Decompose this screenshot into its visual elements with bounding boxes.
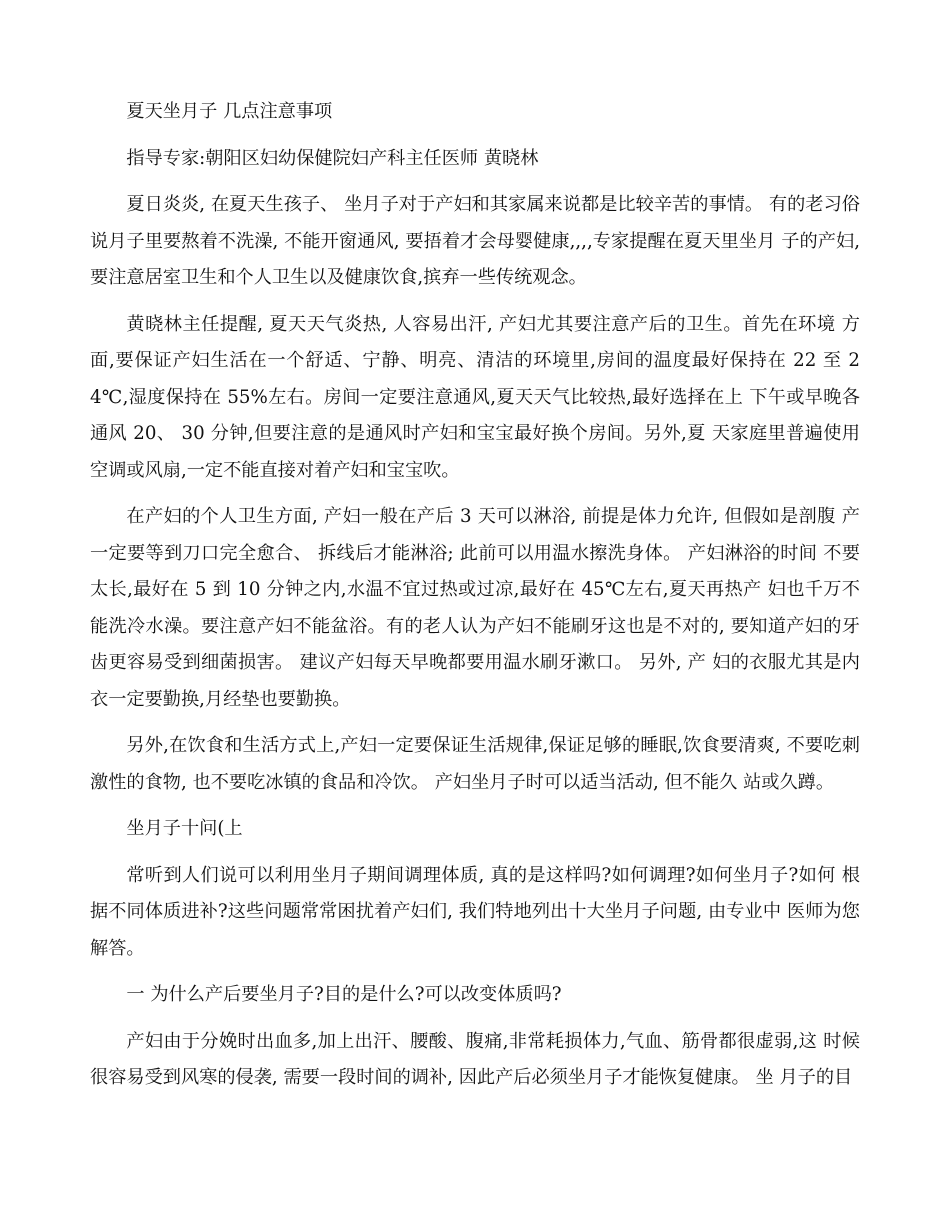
- question-one-heading: 一 为什么产后要坐月子?目的是什么?可以改变体质吗?: [126, 984, 562, 1005]
- paragraph-environment: 黄晓林主任提醒, 夏天天气炎热, 人容易出汗, 产妇尤其要注意产后的卫生。首先在环境 方面,要保证产妇生活在一个舒适、宁静、明亮、清洁的环境里,房间的温度最好保持在 22 至 24℃,湿度保持在 55%左右。房间一定要注意通风,夏天天气比较热,最好选择在上 下午或早晚各通风 20、 30 分钟,但要注意的是通风时产妇和宝宝最好换个房间。另外,夏 天家庭里普遍使用空调或风扇,一定不能直接对着产妇和宝宝吹。: [90, 313, 860, 481]
- paragraph-question-one: 产妇由于分娩时出血多,加上出汗、腰酸、腹痛,非常耗损体力,气血、筋骨都很虚弱,这 时候很容易受到风寒的侵袭, 需要一段时间的调补, 因此产后必须坐月子才能恢复健康。 坐 月子的目: [90, 1030, 860, 1088]
- paragraph-intro: 夏日炎炎, 在夏天生孩子、 坐月子对于产妇和其家属来说都是比较辛苦的事情。 有的老习俗说月子里要熬着不洗澡, 不能开窗通风, 要捂着才会母婴健康,,,,专家提醒在夏天里坐月 子的产妇,要注意居室卫生和个人卫生以及健康饮食,摈弃一些传统观念。: [90, 194, 860, 288]
- paragraph-hygiene: 在产妇的个人卫生方面, 产妇一般在产后 3 天可以淋浴, 前提是体力允许, 但假如是剖腹 产一定要等到刀口完全愈合、 拆线后才能淋浴; 此前可以用温水擦洗身体。 产妇淋浴的时间 不要太长,最好在 5 到 10 分钟之内,水温不宜过热或过凉,最好在 45℃左右,夏天再热产 妇也千万不能洗冷水澡。要注意产妇不能盆浴。有的老人认为产妇不能刷牙这也是不对的, 要知道产妇的牙齿更容易受到细菌损害。 建议产妇每天早晚都要用温水刷牙漱口。 另外, 产 妇的衣服尤其是内衣一定要勤换,月经垫也要勤换。: [90, 506, 860, 710]
- subheading-ten-questions: 坐月子十问(上: [126, 818, 243, 839]
- paragraph-diet: 另外,在饮食和生活方式上,产妇一定要保证生活规律,保证足够的睡眠,饮食要清爽, 不要吃刺激性的食物, 也不要吃冰镇的食品和冷饮。 产妇坐月子时可以适当活动, 但不能久 站或久蹲。: [90, 735, 860, 793]
- document-body: [90, 94, 860, 1107]
- section-title: 夏天坐月子 几点注意事项: [126, 101, 333, 122]
- paragraph-questions-intro: 常听到人们说可以利用坐月子期间调理体质, 真的是这样吗?如何调理?如何坐月子?如何 根据不同体质进补?这些问题常常困扰着产妇们, 我们特地列出十大坐月子问题, 由专业中 医师为您解答。: [90, 864, 860, 959]
- expert-line: 指导专家:朝阳区妇幼保健院妇产科主任医师 黄晓林: [126, 147, 539, 169]
